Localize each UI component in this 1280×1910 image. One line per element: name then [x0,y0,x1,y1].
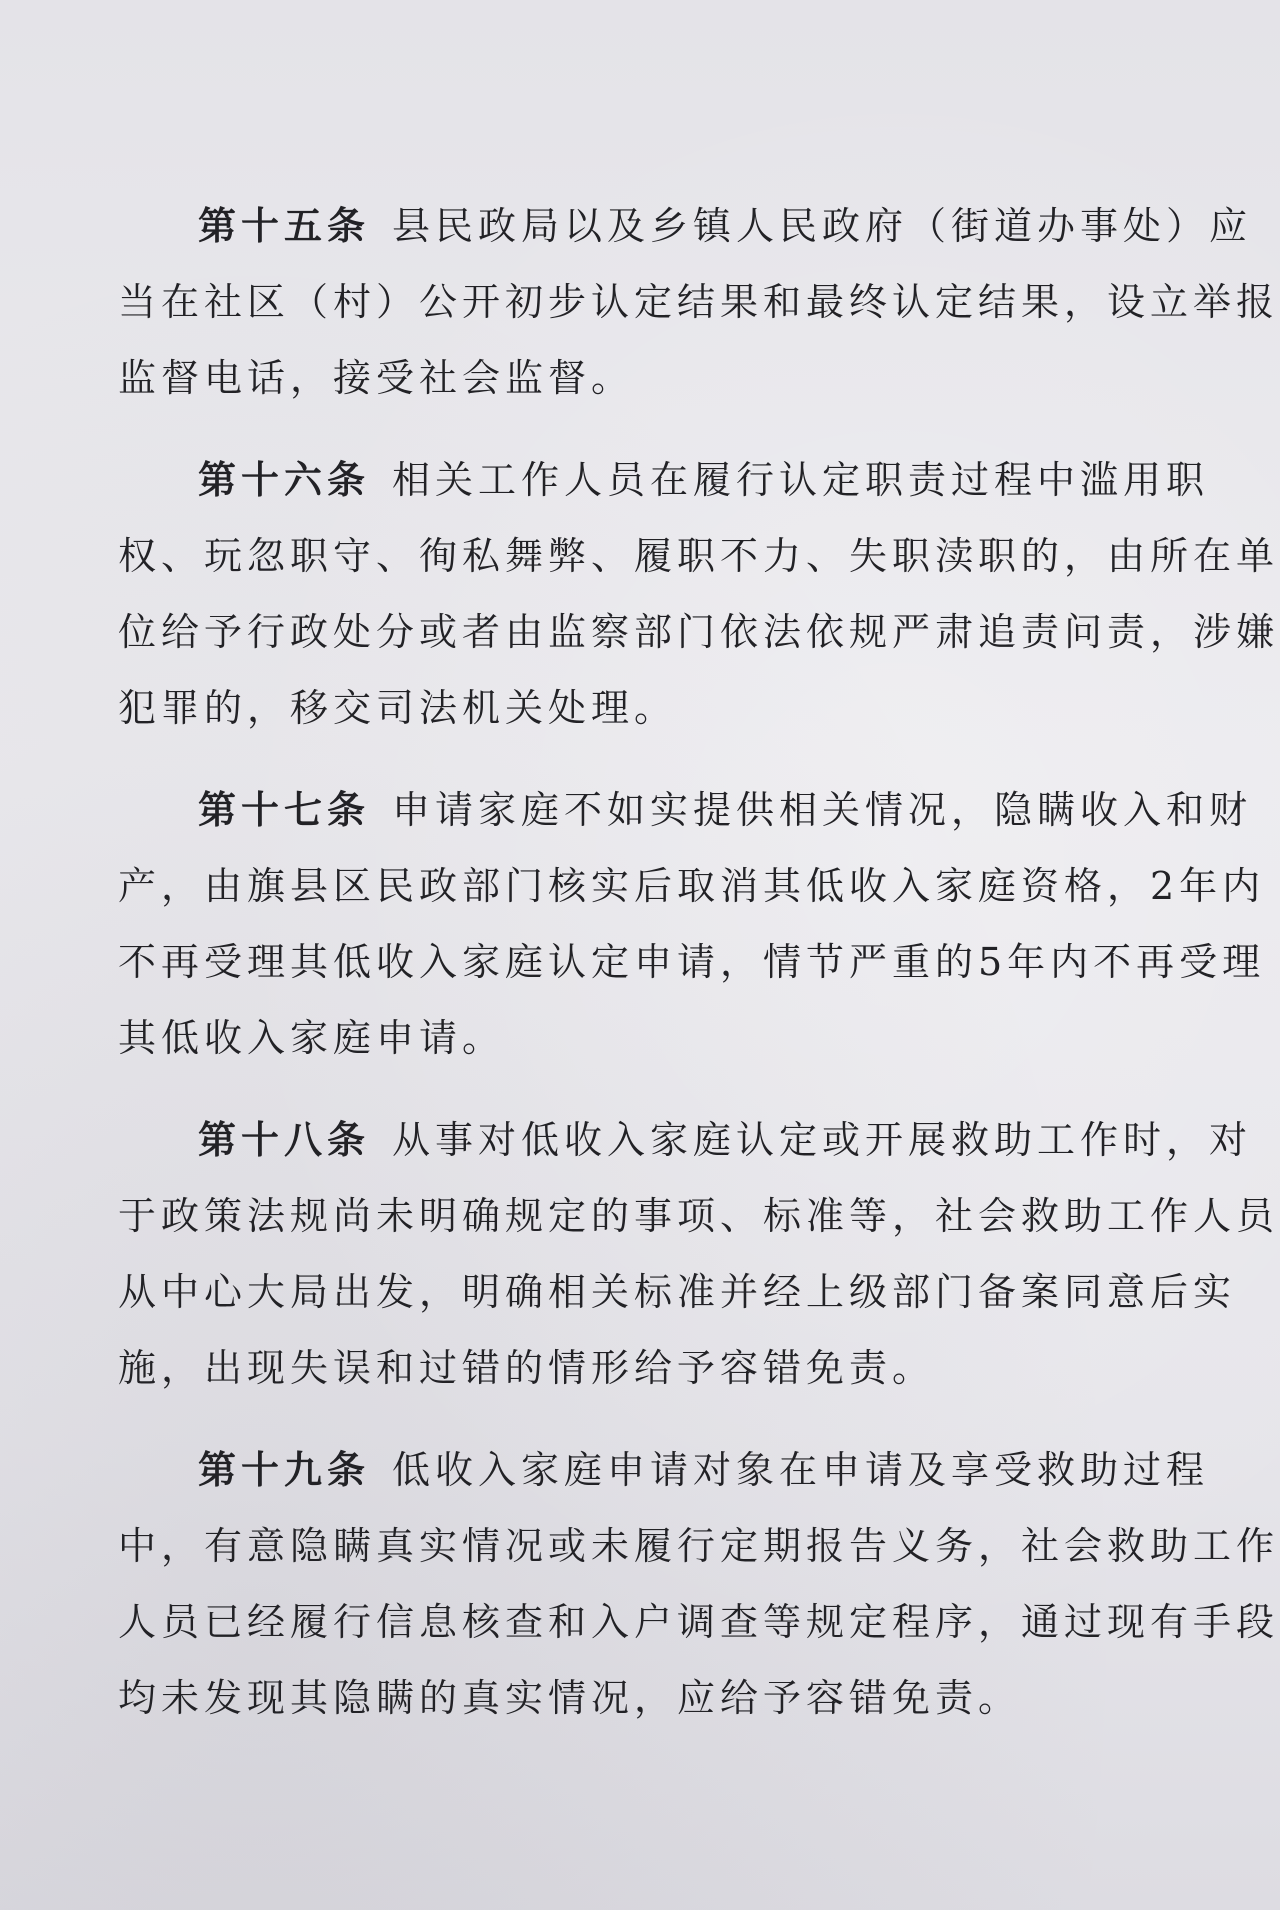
article-number: 第十八条 [198,1118,371,1162]
article-first-line [118,442,1210,518]
article-line: 其低收入家庭申请。 [118,1016,506,1060]
article-line: 施，出现失误和过错的情形给予容错免责。 [118,1346,936,1390]
article-line: 从中心大局出发，明确相关标准并经上级部门备案同意后实 [118,1270,1237,1314]
article-first-line [118,772,1253,848]
article-line: 产，由旗县区民政部门核实后取消其低收入家庭资格，2年内 [118,864,1266,908]
article-line: 人员已经履行信息核查和入户调查等规定程序，通过现有手段 [118,1600,1280,1644]
article-16 [118,442,1280,746]
article-text: 县民政局以及乡镇人民政府（街道办事处）应 [392,204,1253,248]
article-text: 相关工作人员在履行认定职责过程中滥用职 [392,458,1210,502]
article-line: 当在社区（村）公开初步认定结果和最终认定结果，设立举报 [118,280,1280,324]
article-line: 权、玩忽职守、徇私舞弊、履职不力、失职渎职的，由所在单 [118,534,1280,578]
article-line: 不再受理其低收入家庭认定申请，情节严重的5年内不再受理 [118,940,1266,984]
article-first-line [118,1102,1253,1178]
article-number: 第十七条 [198,788,371,832]
article-text: 低收入家庭申请对象在申请及享受救助过程 [392,1448,1210,1492]
article-18 [118,1102,1280,1406]
article-first-line [118,1432,1210,1508]
article-line: 中，有意隐瞒真实情况或未履行定期报告义务，社会救助工作 [118,1524,1280,1568]
article-line: 均未发现其隐瞒的真实情况，应给予容错免责。 [118,1676,1022,1720]
article-line: 位给予行政处分或者由监察部门依法依规严肃追责问责，涉嫌 [118,610,1280,654]
article-number: 第十五条 [198,204,371,248]
article-line: 于政策法规尚未明确规定的事项、标准等，社会救助工作人员 [118,1194,1280,1238]
article-text: 申请家庭不如实提供相关情况，隐瞒收入和财 [392,788,1253,832]
article-19 [118,1432,1280,1736]
article-17 [118,772,1266,1076]
article-first-line [118,188,1253,264]
article-number: 第十六条 [198,458,371,502]
article-number: 第十九条 [198,1448,371,1492]
article-text: 从事对低收入家庭认定或开展救助工作时，对 [392,1118,1253,1162]
article-15 [118,188,1280,416]
article-line: 犯罪的，移交司法机关处理。 [118,686,678,730]
article-line: 监督电话，接受社会监督。 [118,356,635,400]
